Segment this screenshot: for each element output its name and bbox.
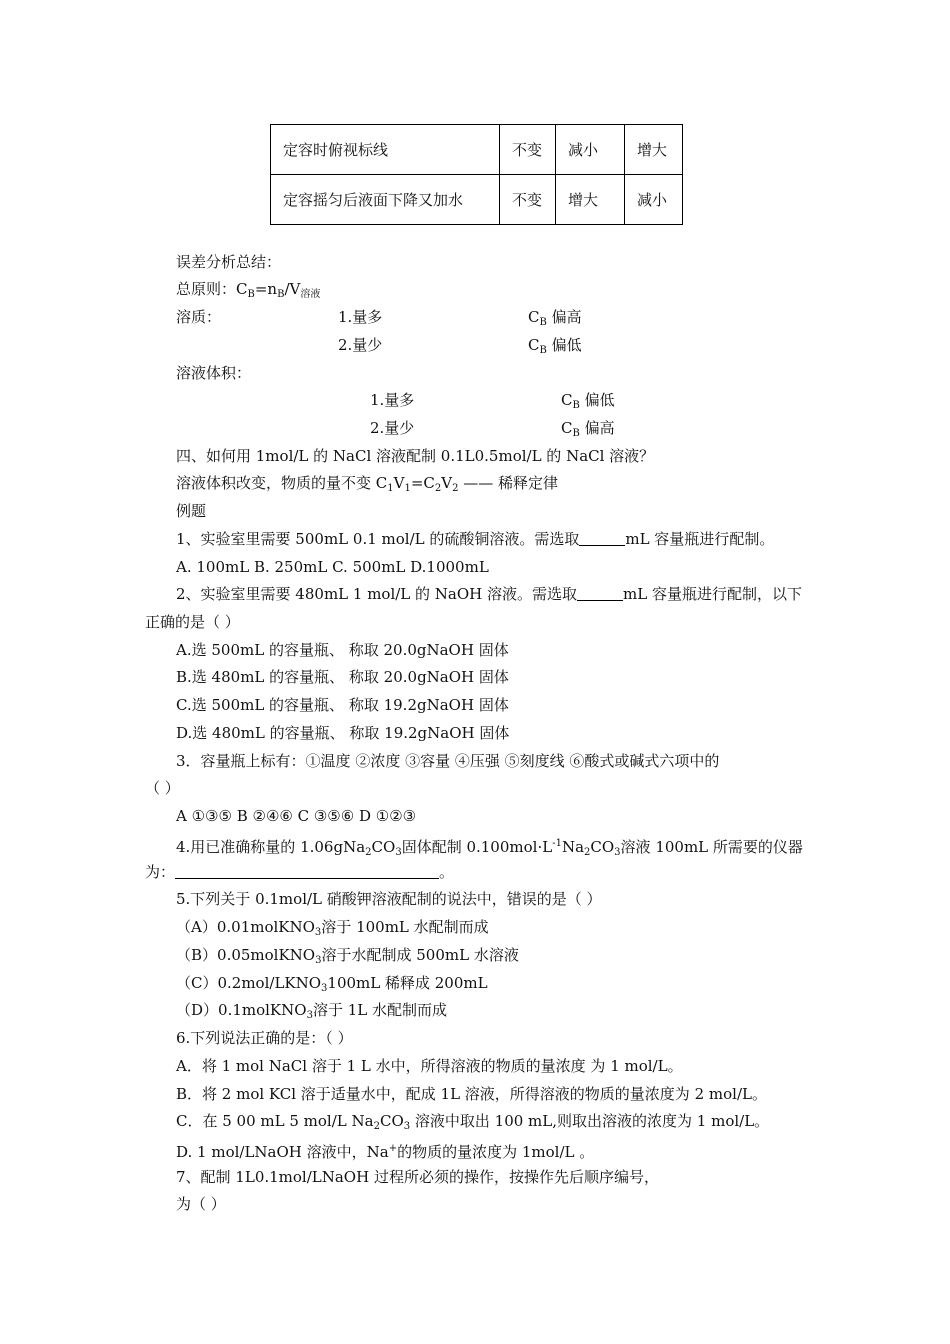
table-row: [271, 175, 683, 225]
question-text: CO: [371, 838, 396, 856]
solute-result-1: [528, 307, 582, 333]
table-cell: 减小: [625, 175, 683, 225]
question-text: 为：: [145, 863, 176, 881]
solute-item-2: 2.量少: [338, 336, 383, 354]
answer-blank[interactable]: [175, 864, 439, 879]
formula-sub: B: [572, 428, 580, 439]
option-a: A．将 1 mol NaCl 溶于 1 L 水中，所得溶液的物质的量浓度 为 1 mol/L。: [176, 1057, 683, 1075]
question-text: Na: [561, 838, 585, 856]
option-text: （A）0.01molKNO: [176, 918, 315, 936]
formula-sub: B: [572, 400, 580, 411]
option-a: [176, 917, 489, 943]
option-c: [176, 1111, 769, 1137]
option-a: A.选 500mL 的容量瓶、 称取 20.0gNaOH 固体: [176, 641, 509, 659]
result-text: 偏高: [579, 419, 615, 437]
option-d: [176, 1000, 447, 1026]
question-text: 溶液 100mL 所需要的仪器: [620, 838, 803, 856]
option-text: 溶液中取出 100 mL,则取出溶液的浓度为 1 mol/L。: [410, 1112, 770, 1130]
formula-sub: B: [539, 345, 547, 356]
formula-sup: -1: [552, 838, 562, 849]
formula-text: =C: [410, 474, 435, 492]
question-3: 3．容量瓶上标有：①温度 ②浓度 ③容量 ④压强 ⑤刻度线 ⑥酸式或碱式六项中的: [176, 752, 720, 770]
examples-label: 例题: [176, 502, 207, 520]
formula-text: C: [528, 308, 540, 326]
table-cell: 增大: [556, 175, 625, 225]
formula-sub: B: [277, 289, 285, 300]
formula-sub: B: [539, 317, 547, 328]
option-text: 溶于 100mL 水配制而成: [321, 918, 489, 936]
section-heading: 四、如何用 1mol/L 的 NaCl 溶液配制 0.1L0.5mol/L 的 NaCl 溶液？: [176, 447, 655, 465]
formula-text: C: [561, 391, 573, 409]
table-cell: 减小: [556, 125, 625, 175]
formula-text: C: [528, 336, 540, 354]
volume-item-1: 1.量多: [370, 391, 415, 409]
formula-sub: 2: [452, 483, 459, 494]
formula-sup: +: [388, 1143, 398, 1154]
question-text: mL 容量瓶进行配制。: [625, 530, 775, 548]
question-text: CO: [590, 838, 615, 856]
principle-label: 总原则：: [176, 280, 237, 298]
question-3-paren: （ ）: [145, 779, 180, 797]
formula-sub: 2: [434, 483, 442, 494]
question-7: 7、配制 1L0.1mol/LNaOH 过程所必须的操作，按操作先后顺序编号，: [176, 1168, 659, 1186]
formula-text: V: [441, 474, 453, 492]
question-text: 2、实验室里需要 480mL 1 mol/L 的 NaOH 溶液。需选取: [176, 585, 578, 603]
volume-item-2: 2.量少: [370, 419, 415, 437]
option-b: [176, 945, 519, 971]
solute-label: 溶质：: [176, 308, 222, 326]
option-d: [176, 1139, 594, 1162]
formula-sub: 3: [321, 983, 328, 994]
text: 溶液体积改变，物质的量不变 C: [176, 474, 388, 492]
error-analysis-table: [270, 124, 683, 225]
option-d: D.选 480mL 的容量瓶、 称取 19.2gNaOH 固体: [176, 724, 510, 742]
formula-sub: B: [247, 289, 255, 300]
question-3-options: A ①③⑤ B ②④⑥ C ③⑤⑥ D ①②③: [176, 807, 417, 825]
question-text: 1、实验室里需要 500mL 0.1 mol/L 的硫酸铜溶液。需选取: [176, 530, 580, 548]
formula-sub: 3: [403, 1121, 411, 1132]
question-6: 6.下列说法正确的是：（ ）: [176, 1029, 353, 1047]
solute-result-2: [528, 335, 582, 361]
result-text: 偏低: [579, 391, 615, 409]
question-text: 固体配制 0.100mol·L: [401, 838, 553, 856]
question-4: [176, 834, 803, 863]
option-b: B．将 2 mol KCl 溶于适量水中，配成 1L 溶液，所得溶液的物质的量浓度为 2 mol/L。: [176, 1085, 767, 1103]
option-text: （D）0.1molKNO: [176, 1001, 307, 1019]
question-text: 4.用已准确称量的 1.06gNa: [176, 838, 366, 856]
table-cell: 定容时俯视标线: [271, 125, 500, 175]
table-cell: 定容摇匀后液面下降又加水: [271, 175, 500, 225]
solute-item-1: 1.量多: [338, 308, 383, 326]
question-4-cont: [145, 862, 454, 882]
formula-sub: 3: [315, 955, 322, 966]
volume-label: 溶液体积：: [176, 364, 252, 382]
option-text: CO: [379, 1112, 404, 1130]
question-7-cont: 为（ ）: [176, 1195, 226, 1213]
formula-sub: 1: [404, 483, 411, 494]
question-2-cont: 正确的是（ ）: [145, 613, 240, 631]
option-c: C.选 500mL 的容量瓶、 称取 19.2gNaOH 固体: [176, 696, 509, 714]
formula-text: /V: [284, 280, 301, 298]
question-5: 5.下列关于 0.1mol/L 硝酸钾溶液配制的说法中，错误的是（ ）: [176, 890, 602, 908]
formula-text: V: [393, 474, 405, 492]
formula-sub: 3: [614, 847, 621, 858]
table-cell: 增大: [625, 125, 683, 175]
question-1: [176, 529, 774, 549]
option-text: C．在 5 00 mL 5 mol/L Na: [176, 1112, 374, 1130]
option-c: [176, 973, 488, 999]
formula-text: C: [561, 419, 573, 437]
volume-result-2: [561, 418, 615, 444]
option-text: 100mL 稀释成 200mL: [327, 974, 488, 992]
formula-sub: 溶液: [300, 289, 321, 300]
table-row: [271, 125, 683, 175]
result-text: 偏高: [546, 308, 582, 326]
result-text: 偏低: [546, 336, 582, 354]
volume-result-1: [561, 390, 615, 416]
option-text: （C）0.2mol/LKNO: [176, 974, 322, 992]
question-2: [176, 584, 802, 604]
formula-sub: 3: [306, 1010, 313, 1021]
question-1-options: A. 100mL B. 250mL C. 500mL D.1000mL: [176, 558, 489, 576]
question-text: 。: [439, 863, 455, 881]
table-cell: 不变: [500, 125, 556, 175]
answer-blank[interactable]: [579, 531, 625, 546]
question-text: mL 容量瓶进行配制，以下: [623, 585, 802, 603]
formula-sub: 2: [584, 847, 591, 858]
formula-sub: 2: [373, 1121, 380, 1132]
text: —— 稀释定律: [458, 474, 559, 492]
dilution-law: [176, 473, 558, 499]
option-text: D. 1 mol/LNaOH 溶液中，Na: [176, 1143, 389, 1161]
formula-sub: 3: [314, 927, 322, 938]
option-text: 溶于 1L 水配制而成: [312, 1001, 447, 1019]
option-text: （B）0.05molKNO: [176, 946, 316, 964]
formula-text: =n: [254, 280, 278, 298]
answer-blank[interactable]: [577, 586, 623, 601]
formula-text: C: [236, 280, 248, 298]
formula-sub: 2: [365, 847, 372, 858]
principle-line: [176, 279, 320, 305]
formula-sub: 1: [387, 483, 394, 494]
option-b: B.选 480mL 的容量瓶、 称取 20.0gNaOH 固体: [176, 668, 509, 686]
summary-title: 误差分析总结：: [176, 253, 282, 271]
formula-sub: 3: [395, 847, 402, 858]
option-text: 溶于水配制成 500mL 水溶液: [321, 946, 519, 964]
table-cell: 不变: [500, 175, 556, 225]
option-text: 的物质的量浓度为 1mol/L 。: [397, 1143, 595, 1161]
